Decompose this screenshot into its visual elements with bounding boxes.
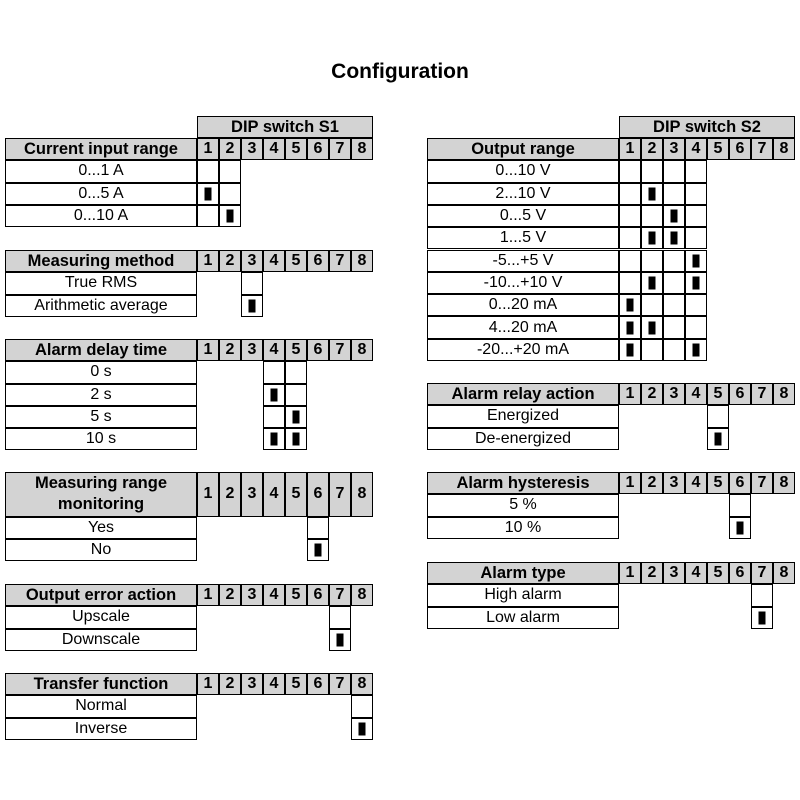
- dip-switch-3-cell: [663, 294, 685, 316]
- switch-number-6: 6: [729, 562, 751, 584]
- switch-number-6: 6: [729, 138, 751, 160]
- dip-switch-2-cell: [641, 183, 663, 205]
- switch-on-marker: [693, 343, 700, 356]
- switch-number-2: 2: [219, 138, 241, 160]
- dip-switch-7-cell: [329, 606, 351, 628]
- dip-switch-6-cell: [307, 517, 329, 539]
- switch-number-7: 7: [329, 673, 351, 695]
- dip-switch-7-cell: [751, 584, 773, 606]
- alarm-delay-time-option-label: 0 s: [5, 361, 197, 383]
- dip-switch-6-cell: [729, 517, 751, 539]
- dip-switch-3-cell: [663, 316, 685, 338]
- alarm-relay-action-option-label: De-energized: [427, 428, 619, 450]
- dip-switch-8-cell: [351, 695, 373, 717]
- dip-switch-1-cell: [619, 205, 641, 227]
- dip-switch-2-cell: [641, 250, 663, 272]
- switch-number-5: 5: [285, 472, 307, 517]
- dip-switch-1-cell: [197, 205, 219, 227]
- switch-number-6: 6: [307, 339, 329, 361]
- dip-switch-2-cell: [641, 227, 663, 249]
- dip-switch-4-cell: [685, 250, 707, 272]
- switch-number-7: 7: [329, 250, 351, 272]
- switch-on-marker: [693, 276, 700, 289]
- dip-switch-1-cell: [197, 160, 219, 182]
- switch-on-marker: [715, 432, 722, 445]
- switch-number-7: 7: [329, 339, 351, 361]
- dip-switch-2-cell: [219, 160, 241, 182]
- switch-number-8: 8: [773, 138, 795, 160]
- switch-number-8: 8: [351, 339, 373, 361]
- measuring-method-option-label: True RMS: [5, 272, 197, 294]
- measuring-range-monitoring-option-label: Yes: [5, 517, 197, 539]
- measuring-range-monitoring-header: Measuring range monitoring: [5, 472, 197, 517]
- switch-number-6: 6: [307, 584, 329, 606]
- switch-number-5: 5: [285, 584, 307, 606]
- switch-number-2: 2: [219, 250, 241, 272]
- switch-number-2: 2: [219, 339, 241, 361]
- switch-number-1: 1: [619, 138, 641, 160]
- dip-switch-2-cell: [641, 272, 663, 294]
- switch-number-5: 5: [285, 250, 307, 272]
- switch-number-6: 6: [307, 673, 329, 695]
- dip-switch-4-cell: [685, 316, 707, 338]
- switch-on-marker: [271, 388, 278, 401]
- dip-switch-4-cell: [263, 406, 285, 428]
- s2-dip-switch-label: DIP switch S2: [619, 116, 795, 138]
- output-range-option-label: 1...5 V: [427, 227, 619, 249]
- dip-switch-1-cell: [619, 160, 641, 182]
- switch-on-marker: [649, 232, 656, 245]
- dip-switch-1-cell: [619, 272, 641, 294]
- switch-number-1: 1: [197, 472, 219, 517]
- switch-number-8: 8: [351, 584, 373, 606]
- output-range-option-label: 0...10 V: [427, 160, 619, 182]
- switch-on-marker: [649, 276, 656, 289]
- switch-number-1: 1: [197, 138, 219, 160]
- switch-on-marker: [627, 299, 634, 312]
- switch-number-7: 7: [751, 472, 773, 494]
- measuring-range-monitoring-option-label: No: [5, 539, 197, 561]
- dip-switch-4-cell: [685, 294, 707, 316]
- switch-number-6: 6: [307, 472, 329, 517]
- switch-on-marker: [649, 321, 656, 334]
- switch-number-7: 7: [751, 562, 773, 584]
- switch-on-marker: [627, 343, 634, 356]
- dip-switch-3-cell: [663, 272, 685, 294]
- switch-number-2: 2: [641, 472, 663, 494]
- output-range-option-label: -10...+10 V: [427, 272, 619, 294]
- switch-number-7: 7: [329, 584, 351, 606]
- alarm-delay-time-option-label: 10 s: [5, 428, 197, 450]
- dip-switch-4-cell: [263, 361, 285, 383]
- dip-switch-6-cell: [729, 494, 751, 516]
- switch-number-4: 4: [263, 138, 285, 160]
- switch-number-8: 8: [773, 562, 795, 584]
- dip-switch-4-cell: [685, 339, 707, 361]
- switch-number-4: 4: [685, 562, 707, 584]
- switch-on-marker: [693, 254, 700, 267]
- switch-number-6: 6: [729, 472, 751, 494]
- alarm-hysteresis-header: Alarm hysteresis: [427, 472, 619, 494]
- output-range-option-label: 0...5 V: [427, 205, 619, 227]
- switch-number-5: 5: [285, 138, 307, 160]
- switch-number-5: 5: [707, 138, 729, 160]
- dip-switch-4-cell: [685, 160, 707, 182]
- dip-switch-2-cell: [641, 294, 663, 316]
- dip-switch-1-cell: [619, 250, 641, 272]
- switch-number-4: 4: [263, 339, 285, 361]
- dip-switch-3-cell: [663, 183, 685, 205]
- switch-number-3: 3: [663, 383, 685, 405]
- switch-number-3: 3: [241, 584, 263, 606]
- switch-number-4: 4: [263, 250, 285, 272]
- output-error-action-option-label: Downscale: [5, 629, 197, 651]
- dip-switch-4-cell: [263, 384, 285, 406]
- dip-switch-5-cell: [285, 361, 307, 383]
- dip-switch-3-cell: [663, 227, 685, 249]
- switch-number-1: 1: [619, 383, 641, 405]
- dip-switch-8-cell: [351, 718, 373, 740]
- alarm-hysteresis-option-label: 5 %: [427, 494, 619, 516]
- alarm-relay-action-header: Alarm relay action: [427, 383, 619, 405]
- switch-number-3: 3: [241, 138, 263, 160]
- switch-number-8: 8: [351, 250, 373, 272]
- dip-switch-3-cell: [663, 339, 685, 361]
- alarm-type-header: Alarm type: [427, 562, 619, 584]
- dip-switch-2-cell: [219, 183, 241, 205]
- output-range-option-label: 0...20 mA: [427, 294, 619, 316]
- switch-number-6: 6: [307, 138, 329, 160]
- switch-number-8: 8: [351, 673, 373, 695]
- page-title: Configuration: [331, 60, 469, 83]
- dip-switch-5-cell: [285, 384, 307, 406]
- switch-on-marker: [293, 411, 300, 424]
- switch-number-4: 4: [685, 472, 707, 494]
- alarm-delay-time-header: Alarm delay time: [5, 339, 197, 361]
- switch-number-4: 4: [263, 472, 285, 517]
- output-range-header: Output range: [427, 138, 619, 160]
- switch-number-1: 1: [619, 562, 641, 584]
- switch-number-3: 3: [663, 562, 685, 584]
- dip-switch-5-cell: [707, 428, 729, 450]
- alarm-type-option-label: High alarm: [427, 584, 619, 606]
- dip-switch-4-cell: [685, 205, 707, 227]
- switch-number-4: 4: [263, 673, 285, 695]
- output-range-option-label: 4...20 mA: [427, 316, 619, 338]
- switch-number-2: 2: [641, 562, 663, 584]
- switch-number-5: 5: [285, 673, 307, 695]
- switch-number-5: 5: [285, 339, 307, 361]
- dip-switch-5-cell: [707, 405, 729, 427]
- switch-number-8: 8: [773, 383, 795, 405]
- measuring-method-header: Measuring method: [5, 250, 197, 272]
- switch-on-marker: [249, 299, 256, 312]
- transfer-function-option-label: Normal: [5, 695, 197, 717]
- switch-on-marker: [315, 544, 322, 557]
- switch-number-1: 1: [197, 673, 219, 695]
- switch-number-5: 5: [707, 383, 729, 405]
- switch-number-4: 4: [263, 584, 285, 606]
- switch-number-3: 3: [241, 472, 263, 517]
- switch-number-8: 8: [773, 472, 795, 494]
- dip-switch-3-cell: [241, 295, 263, 317]
- switch-number-7: 7: [329, 138, 351, 160]
- switch-on-marker: [737, 521, 744, 534]
- dip-switch-1-cell: [619, 294, 641, 316]
- switch-on-marker: [205, 187, 212, 200]
- switch-on-marker: [293, 433, 300, 446]
- current-input-range-option-label: 0...10 A: [5, 205, 197, 227]
- dip-switch-1-cell: [619, 316, 641, 338]
- switch-number-7: 7: [751, 138, 773, 160]
- switch-number-6: 6: [729, 383, 751, 405]
- switch-on-marker: [649, 187, 656, 200]
- switch-on-marker: [337, 633, 344, 646]
- switch-number-4: 4: [685, 138, 707, 160]
- switch-number-3: 3: [663, 138, 685, 160]
- switch-number-8: 8: [351, 472, 373, 517]
- switch-number-3: 3: [663, 472, 685, 494]
- switch-number-5: 5: [707, 562, 729, 584]
- dip-switch-7-cell: [751, 607, 773, 629]
- switch-on-marker: [759, 611, 766, 624]
- dip-switch-4-cell: [263, 428, 285, 450]
- switch-number-2: 2: [641, 138, 663, 160]
- dip-switch-1-cell: [197, 183, 219, 205]
- alarm-hysteresis-option-label: 10 %: [427, 517, 619, 539]
- dip-switch-3-cell: [663, 160, 685, 182]
- switch-on-marker: [627, 321, 634, 334]
- dip-switch-1-cell: [619, 339, 641, 361]
- dip-switch-5-cell: [285, 406, 307, 428]
- dip-switch-1-cell: [619, 227, 641, 249]
- switch-number-2: 2: [219, 472, 241, 517]
- dip-switch-5-cell: [285, 428, 307, 450]
- s1-dip-switch-label: DIP switch S1: [197, 116, 373, 138]
- switch-number-1: 1: [619, 472, 641, 494]
- dip-switch-4-cell: [685, 272, 707, 294]
- dip-switch-6-cell: [307, 539, 329, 561]
- alarm-type-option-label: Low alarm: [427, 607, 619, 629]
- dip-switch-2-cell: [641, 339, 663, 361]
- switch-number-3: 3: [241, 673, 263, 695]
- switch-number-7: 7: [751, 383, 773, 405]
- dip-switch-4-cell: [685, 183, 707, 205]
- alarm-delay-time-option-label: 2 s: [5, 384, 197, 406]
- output-error-action-option-label: Upscale: [5, 606, 197, 628]
- transfer-function-option-label: Inverse: [5, 718, 197, 740]
- switch-number-2: 2: [219, 584, 241, 606]
- switch-number-3: 3: [241, 250, 263, 272]
- current-input-range-header: Current input range: [5, 138, 197, 160]
- switch-number-1: 1: [197, 584, 219, 606]
- switch-on-marker: [671, 232, 678, 245]
- switch-number-2: 2: [641, 383, 663, 405]
- dip-switch-7-cell: [329, 629, 351, 651]
- switch-number-1: 1: [197, 339, 219, 361]
- dip-switch-3-cell: [241, 272, 263, 294]
- measuring-method-option-label: Arithmetic average: [5, 295, 197, 317]
- alarm-delay-time-option-label: 5 s: [5, 406, 197, 428]
- switch-on-marker: [359, 722, 366, 735]
- switch-on-marker: [271, 433, 278, 446]
- alarm-relay-action-option-label: Energized: [427, 405, 619, 427]
- output-range-option-label: -20...+20 mA: [427, 339, 619, 361]
- switch-on-marker: [227, 210, 234, 223]
- switch-on-marker: [671, 210, 678, 223]
- dip-switch-1-cell: [619, 183, 641, 205]
- switch-number-4: 4: [685, 383, 707, 405]
- current-input-range-option-label: 0...5 A: [5, 183, 197, 205]
- switch-number-7: 7: [329, 472, 351, 517]
- dip-switch-2-cell: [641, 316, 663, 338]
- dip-switch-4-cell: [685, 227, 707, 249]
- switch-number-2: 2: [219, 673, 241, 695]
- output-error-action-header: Output error action: [5, 584, 197, 606]
- dip-switch-2-cell: [641, 160, 663, 182]
- switch-number-1: 1: [197, 250, 219, 272]
- switch-number-5: 5: [707, 472, 729, 494]
- output-range-option-label: 2...10 V: [427, 183, 619, 205]
- dip-switch-3-cell: [663, 250, 685, 272]
- transfer-function-header: Transfer function: [5, 673, 197, 695]
- dip-switch-2-cell: [219, 205, 241, 227]
- dip-switch-2-cell: [641, 205, 663, 227]
- current-input-range-option-label: 0...1 A: [5, 160, 197, 182]
- output-range-option-label: -5...+5 V: [427, 250, 619, 272]
- switch-number-6: 6: [307, 250, 329, 272]
- switch-number-3: 3: [241, 339, 263, 361]
- switch-number-8: 8: [351, 138, 373, 160]
- dip-switch-3-cell: [663, 205, 685, 227]
